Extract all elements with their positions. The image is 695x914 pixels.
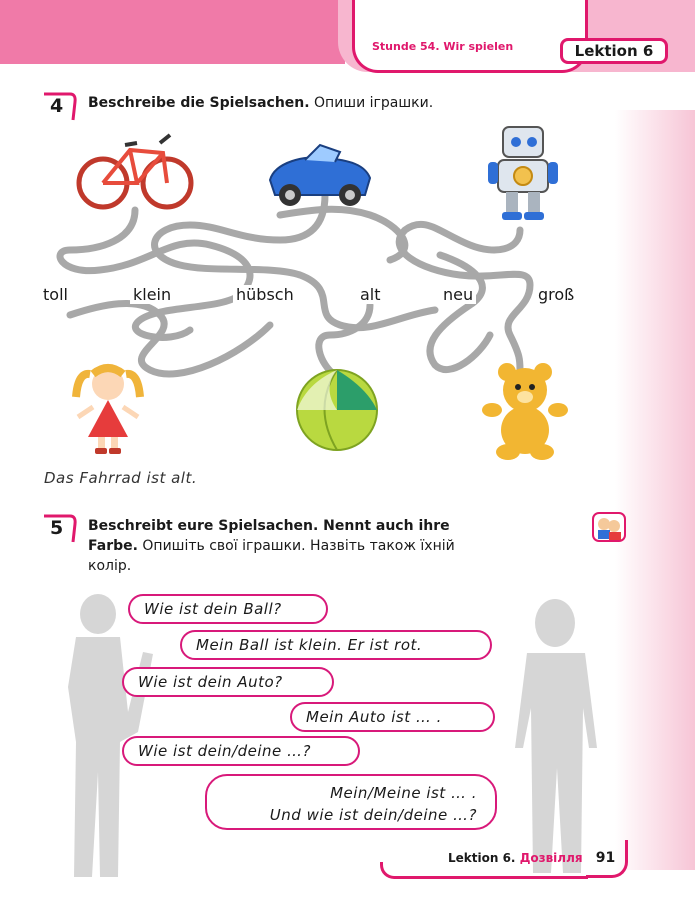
instruction-ukrainian-line1: Опишіть свої іграшки. Назвіть також їхній: [142, 538, 455, 554]
speech-bubble-2: Mein Ball ist klein. Er ist rot.: [180, 630, 492, 660]
maze-word-toll: toll: [40, 285, 71, 304]
speech-bubble-5: Wie ist dein/deine …?: [122, 736, 360, 766]
instruction-german-line1: Beschreibt eure Spielsachen. Nennt auch ihre: [88, 518, 450, 534]
speech-bubble-1: Wie ist dein Ball?: [128, 594, 328, 624]
speech-bubble-4: Mein Auto ist … .: [290, 702, 495, 732]
example-sentence: Das Fahrrad ist alt.: [44, 469, 198, 487]
speech-bubble-3: Wie ist dein Auto?: [122, 667, 334, 697]
teddy-bear-icon: [480, 362, 570, 462]
exercise5-instruction: [88, 516, 533, 576]
doll-icon: [68, 362, 148, 457]
maze-word-neu: neu: [440, 285, 476, 304]
ball-icon: [292, 368, 382, 453]
maze-word-alt: alt: [357, 285, 384, 304]
instruction-german-line2: Farbe.: [88, 538, 138, 554]
instruction-german: Beschreibe die Spielsachen.: [88, 95, 310, 111]
exercise4-instruction: [88, 93, 433, 113]
toy-car-icon: [265, 140, 375, 210]
speech-bubble-6-line2: Und wie ist dein/deine …?: [269, 806, 477, 824]
speech-bubble-6-line1: Mein/Meine ist … .: [330, 784, 477, 802]
lesson-label: Stunde 54. Wir spielen: [372, 40, 514, 53]
maze-word-gross: groß: [535, 285, 577, 304]
footer-chapter-name: Дозвілля: [519, 851, 583, 865]
header-band: [0, 0, 345, 64]
footer-chapter-label: Lektion 6.: [448, 851, 516, 865]
instruction-ukrainian-line2: колір.: [88, 558, 132, 574]
bicycle-icon: [75, 125, 195, 215]
header-lesson-frame: [352, 0, 588, 73]
exercise-number-4: 4: [40, 90, 78, 124]
page-number: 91: [586, 840, 628, 878]
footer-chapter: [448, 851, 583, 865]
speech-bubble-6: [205, 774, 497, 830]
exercise-number-5: 5: [40, 512, 78, 546]
robot-icon: [488, 122, 558, 222]
chapter-tab: Lektion 6: [560, 38, 668, 64]
maze-word-klein: klein: [130, 285, 174, 304]
pair-work-icon: [592, 512, 626, 542]
man-silhouette: [505, 598, 615, 878]
instruction-ukrainian: Опиши іграшки.: [314, 95, 434, 111]
maze-word-huebsch: hübsch: [233, 285, 297, 304]
side-gradient: [615, 110, 695, 870]
